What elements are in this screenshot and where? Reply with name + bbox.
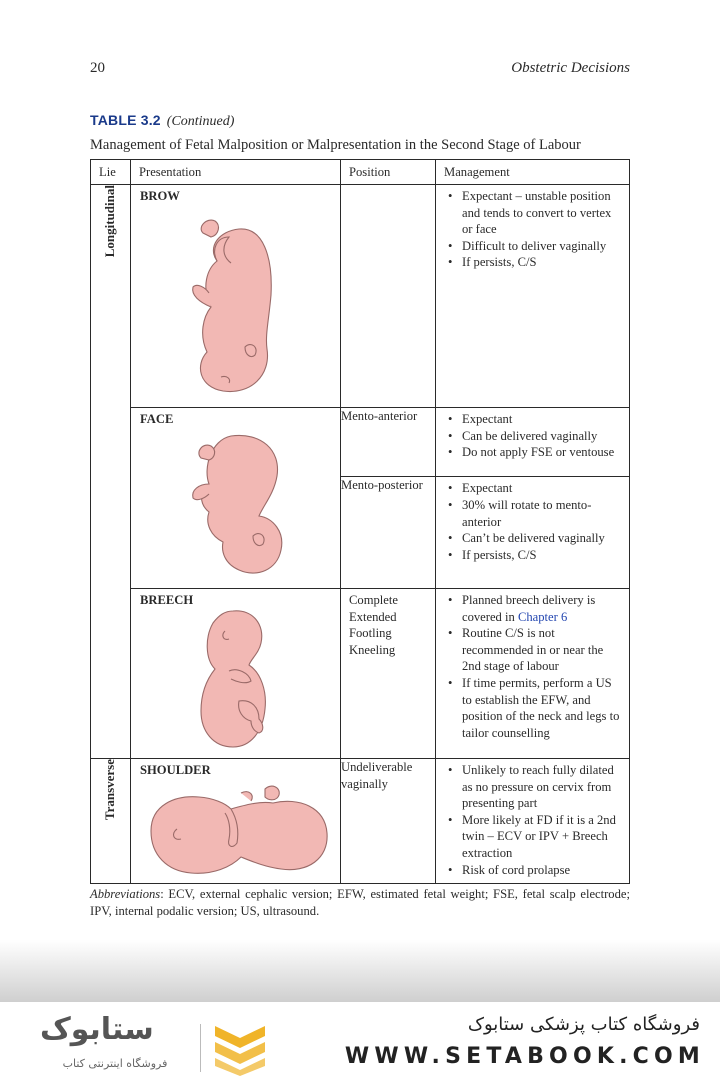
management-item: [444, 592, 621, 625]
lie-transverse-cell: [91, 759, 131, 884]
row-shoulder: [91, 759, 630, 884]
presentation-face: FACE: [140, 412, 174, 426]
management-shoulder-cell: [436, 759, 630, 884]
store-url[interactable]: WWW.SETABOOK.COM: [344, 1044, 705, 1069]
store-logo-subtitle: فروشگاه اینترنتی کتاب: [62, 1057, 168, 1070]
breech-fetus-illustration: [195, 607, 275, 752]
management-item: • Routine C/S is not recommended in or near the 2nd stage of labour: [444, 625, 621, 675]
header-presentation: Presentation: [131, 160, 341, 185]
management-item: • Can’t be delivered vaginally: [444, 530, 621, 547]
management-item: • Expectant: [444, 411, 621, 428]
management-shoulder: [436, 759, 629, 882]
management-brow: [436, 185, 629, 275]
header-lie: Lie: [91, 160, 131, 185]
management-table: [90, 159, 630, 884]
row-breech: [91, 589, 630, 759]
abbreviations-footnote: [90, 886, 630, 920]
table-continued: (Continued): [166, 114, 235, 129]
management-item: • If persists, C/S: [444, 254, 621, 271]
position-option: Complete: [349, 593, 398, 607]
abbreviations-label: Abbreviations: [90, 887, 161, 901]
lie-longitudinal-cell: [91, 185, 131, 759]
management-item: • If persists, C/S: [444, 547, 621, 564]
management-face-anterior-cell: [436, 408, 630, 477]
store-logo-icon: [205, 1018, 275, 1078]
presentation-shoulder-cell: [131, 759, 341, 884]
store-name: فروشگاه کتاب پزشکی ستابوک: [467, 1014, 700, 1035]
position-shoulder: Undeliverable vaginally: [341, 759, 436, 884]
presentation-breech: BREECH: [140, 593, 194, 607]
management-item: • Expectant: [444, 480, 621, 497]
presentation-breech-cell: [131, 589, 341, 759]
management-brow-cell: [436, 185, 630, 408]
management-item: • Expectant – unstable position and tends to convert to vertex or face: [444, 188, 621, 238]
row-face-anterior: [91, 408, 630, 477]
brow-fetus-illustration: [181, 207, 286, 397]
position-breech-cell: [341, 589, 436, 759]
presentation-brow-cell: [131, 185, 341, 408]
page-number: 20: [90, 60, 105, 76]
management-item: • Risk of cord prolapse: [444, 862, 621, 879]
face-fetus-illustration: [181, 428, 291, 583]
header-position: Position: [341, 160, 436, 185]
logo-divider: [200, 1024, 201, 1072]
table-label: [90, 112, 234, 130]
position-mento-anterior: Mento-anterior: [341, 408, 436, 477]
management-face-posterior-cell: [436, 477, 630, 589]
position-brow: [341, 185, 436, 408]
shoulder-fetus-illustration: [141, 779, 331, 879]
position-mento-posterior: Mento-posterior: [341, 477, 436, 589]
management-item: • If time permits, perform a US to establish the EFW, and position of the neck and legs to tailor counselling: [444, 675, 621, 741]
store-logo-text: ستابوک: [40, 1012, 154, 1047]
position-breech: [341, 589, 435, 658]
presentation-brow: BROW: [140, 189, 180, 203]
position-option: Kneeling: [349, 642, 396, 657]
management-item: • Do not apply FSE or ventouse: [444, 444, 621, 461]
management-text: Planned breech delivery is covered in: [462, 593, 596, 624]
management-item: • Difficult to deliver vaginally: [444, 238, 621, 255]
lie-longitudinal: Longitudinal: [102, 185, 118, 258]
running-title: Obstetric Decisions: [511, 60, 630, 76]
management-breech-cell: [436, 589, 630, 759]
presentation-shoulder: SHOULDER: [140, 763, 211, 777]
header-management: Management: [436, 160, 630, 185]
header-row: [91, 160, 630, 185]
management-item: • 30% will rotate to mento-anterior: [444, 497, 621, 530]
banner-shadow: [0, 940, 720, 1002]
table-number: TABLE 3.2: [90, 112, 161, 128]
table-title: Management of Fetal Malposition or Malpresentation in the Second Stage of Labour: [90, 137, 581, 153]
management-item: • Can be delivered vaginally: [444, 428, 621, 445]
row-brow: [91, 185, 630, 408]
management-item: • More likely at FD if it is a 2nd twin – ECV or IPV + Breech extraction: [444, 812, 621, 862]
lie-transverse: Transverse: [102, 759, 118, 821]
chapter-6-link[interactable]: Chapter 6: [517, 609, 568, 624]
position-option: Footling: [349, 626, 392, 641]
management-face-posterior: [436, 477, 629, 567]
management-item: • Unlikely to reach fully dilated as no pressure on cervix from presenting part: [444, 762, 621, 812]
management-breech: [436, 589, 629, 745]
position-option: Extended: [349, 609, 397, 624]
management-face-anterior: [436, 408, 629, 465]
abbreviations-text: : ECV, external cephalic version; EFW, estimated fetal weight; FSE, fetal scalp electrode; IPV, internal podalic version; US, ultrasound.: [90, 887, 630, 918]
presentation-face-cell: [131, 408, 341, 589]
